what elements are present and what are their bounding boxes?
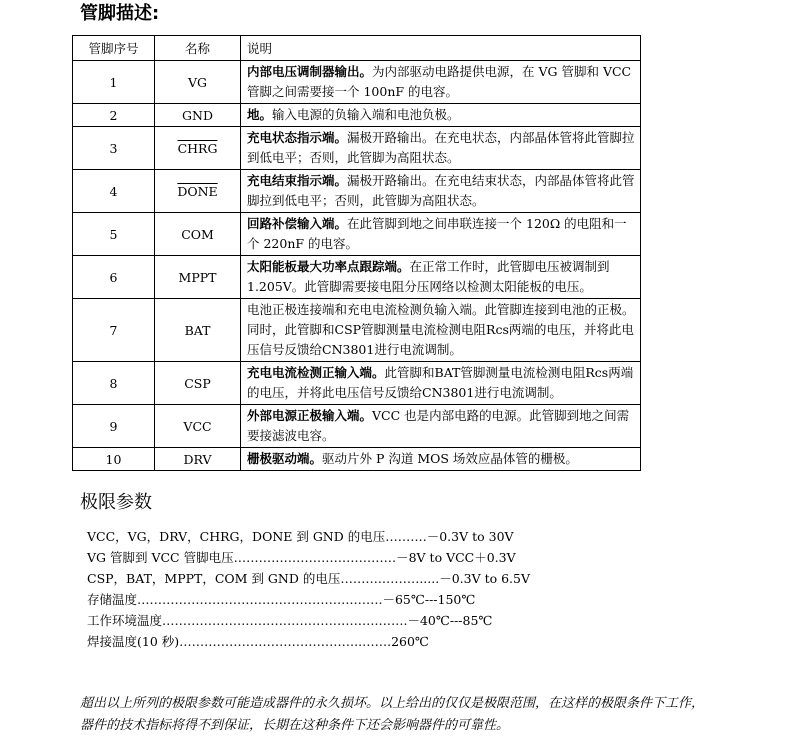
warning-note-line-2: 器件的技术指标将得不到保证，长期在这种条件下还会影响器件的可靠性。	[80, 718, 510, 733]
pin-name-label: VCC	[183, 418, 212, 434]
pin-description	[241, 170, 641, 213]
pin-name	[155, 213, 241, 256]
pin-description-table	[72, 35, 641, 471]
pin-number: 5	[73, 213, 155, 256]
pin-description-lead: 太阳能板最大功率点跟踪端。	[247, 259, 410, 274]
limit-item	[87, 589, 530, 610]
limit-label: 焊接温度(10 秒)	[87, 634, 180, 649]
limit-label: VCC，VG，DRV，CHRG，DONE 到 GND 的电压	[87, 529, 386, 544]
table-row	[73, 448, 641, 471]
pin-description	[241, 61, 641, 104]
limit-item	[87, 610, 530, 631]
pin-name-label: MPPT	[178, 269, 217, 285]
pin-description-text: 电池正极连接端和充电电流检测负输入端。此管脚连接到电池的正极。同时，此管脚和CSP管脚测量电流检测电阻Rcs两端的电压，并将此电压信号反馈给CN3801进行电流调制。	[247, 302, 635, 357]
header-name: 名称	[155, 36, 241, 61]
table-row	[73, 61, 641, 104]
pin-name	[155, 170, 241, 213]
pin-description-text: VCC 也是内部电路的电源。此管脚到地之间需要接滤波电容。	[247, 408, 630, 443]
limit-leader-dots: …………………………………………….…….	[162, 613, 408, 628]
limit-leader-dots: ……….	[385, 529, 427, 544]
pin-description	[241, 256, 641, 299]
limit-item	[87, 526, 530, 547]
limit-item	[87, 631, 530, 652]
table-row	[73, 104, 641, 127]
pin-description-lead: 充电电流检测正输入端。	[247, 365, 385, 380]
pin-name-label: CHRG	[177, 140, 218, 156]
pin-name	[155, 448, 241, 471]
table-row	[73, 213, 641, 256]
table-row	[73, 362, 641, 405]
limit-label: 存储温度	[87, 592, 138, 607]
pin-number: 10	[73, 448, 155, 471]
pin-description-text: 为内部驱动电路提供电源，在 VG 管脚和 VCC 管脚之间需要接一个 100nF 的电容。	[247, 64, 632, 99]
pin-description-lead: 外部电源正极输入端。	[247, 408, 373, 423]
pin-name	[155, 256, 241, 299]
pin-name-label: VG	[187, 74, 207, 90]
pin-name-label: GND	[182, 107, 213, 123]
table-row	[73, 127, 641, 170]
limit-item	[87, 568, 530, 589]
pin-description-text: 输入电源的负输入端和电池负极。	[272, 107, 460, 122]
limits-list	[87, 526, 530, 652]
pin-description-text: 此管脚和BAT管脚测量电流检测电阻Rcs两端的电压，并将此电压信号反馈给CN3801进行电流调制。	[247, 365, 634, 400]
pin-name-label: DONE	[177, 183, 218, 199]
pin-description	[241, 448, 641, 471]
pin-name-label: BAT	[184, 322, 211, 338]
table-row	[73, 170, 641, 213]
pin-name	[155, 362, 241, 405]
pin-number: 9	[73, 405, 155, 448]
limit-label: 工作环境温度	[87, 613, 163, 628]
pin-name-label: COM	[181, 226, 214, 242]
pin-number: 3	[73, 127, 155, 170]
pin-number: 4	[73, 170, 155, 213]
limit-label: CSP，BAT，MPPT，COM 到 GND 的电压	[87, 571, 341, 586]
pin-description-lead: 充电结束指示端。	[247, 173, 348, 188]
header-description: 说明	[241, 36, 641, 61]
pin-description-text: 漏极开路输出。在充电结束状态，内部晶体管将此管脚拉到低电平；否则，此管脚为高阻状态。	[247, 173, 635, 208]
limit-value: －0.3V to 6.5V	[439, 571, 530, 586]
pin-description	[241, 405, 641, 448]
pin-name-label: CSP	[184, 375, 211, 391]
pin-description-text: 在此管脚到地之间串联连接一个 120Ω 的电阻和一个 220nF 的电容。	[247, 216, 627, 251]
pin-description-title: 管脚描述:	[80, 3, 160, 24]
table-row	[73, 256, 641, 299]
table-header-row	[73, 36, 641, 61]
limits-title: 极限参数	[80, 492, 152, 513]
limit-leader-dots: ……………………………………..…….	[179, 634, 392, 649]
pin-name	[155, 299, 241, 362]
table-row	[73, 299, 641, 362]
pin-description-lead: 充电状态指示端。	[247, 130, 348, 145]
limit-value: －40℃---85℃	[407, 613, 493, 628]
pin-number: 2	[73, 104, 155, 127]
pin-number: 1	[73, 61, 155, 104]
pin-description	[241, 362, 641, 405]
pin-description-lead: 地。	[247, 107, 273, 122]
pin-number: 7	[73, 299, 155, 362]
header-pin-no: 管脚序号	[73, 36, 155, 61]
limit-label: VG 管脚到 VCC 管脚电压	[87, 550, 234, 565]
pin-name	[155, 104, 241, 127]
pin-description	[241, 213, 641, 256]
warning-note-line-1: 超出以上所列的极限参数可能造成器件的永久损坏。以上给出的仅仅是极限范围，在这样的极限条件下工作，	[80, 696, 705, 711]
pin-rows	[73, 61, 641, 471]
limit-leader-dots: …………………………………………….…….	[137, 592, 383, 607]
limit-item	[87, 547, 530, 568]
limit-leader-dots: ……….……….....	[340, 571, 440, 586]
pin-description	[241, 127, 641, 170]
pin-description	[241, 299, 641, 362]
warning-note	[80, 693, 760, 737]
pin-description-lead: 回路补偿输入端。	[247, 216, 348, 231]
pin-description-text: 驱动片外 P 沟道 MOS 场效应晶体管的栅极。	[322, 451, 578, 466]
limit-leader-dots: …………………………………	[233, 550, 397, 565]
pin-name	[155, 127, 241, 170]
pin-name	[155, 61, 241, 104]
pin-description-lead: 内部电压调制器输出。	[247, 64, 373, 79]
pin-name	[155, 405, 241, 448]
pin-name-label: DRV	[183, 451, 212, 467]
pin-number: 6	[73, 256, 155, 299]
pin-description-text: 在正常工作时，此管脚电压被调制到 1.205V。此管脚需要接电阻分压网络以检测太阳能板的电压。	[247, 259, 610, 294]
pin-description-text: 漏极开路输出。在充电状态，内部晶体管将此管脚拉到低电平；否则，此管脚为高阻状态。	[247, 130, 635, 165]
limit-value: －0.3V to 30V	[426, 529, 514, 544]
limit-value: 260℃	[391, 634, 429, 649]
limit-value: －65℃---150℃	[382, 592, 476, 607]
limit-value: －8V to VCC＋0.3V	[396, 550, 516, 565]
pin-description-lead: 栅极驱动端。	[247, 451, 323, 466]
pin-number: 8	[73, 362, 155, 405]
pin-description	[241, 104, 641, 127]
table-row	[73, 405, 641, 448]
